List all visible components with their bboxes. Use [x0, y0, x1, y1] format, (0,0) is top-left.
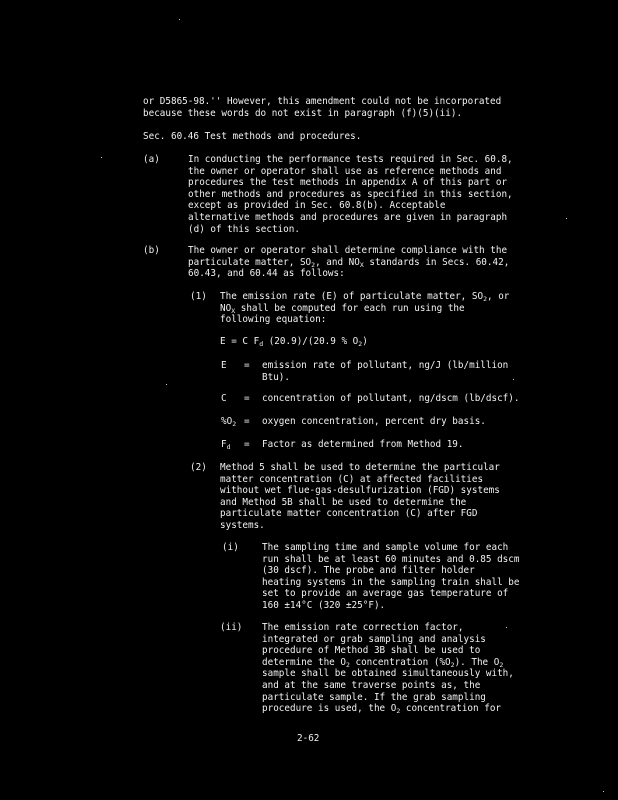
item-ii-line: procedure of Method 3B shall be used to — [262, 645, 481, 657]
item-i-line: set to provide an average gas temperature of — [262, 588, 509, 600]
item-i-line: run shall be at least 60 minutes and 0.85 dscm — [262, 553, 520, 565]
item-ii-line: sample shall be obtained simultaneously with, — [262, 668, 514, 680]
equation — [220, 336, 368, 348]
item-ii-line: integrated or grab sampling and analysis — [262, 633, 486, 645]
def-equals: = — [244, 439, 250, 450]
def-line: Btu). — [262, 371, 290, 383]
intro-text — [143, 96, 501, 119]
def-symbol-o2 — [221, 416, 236, 428]
subscript: X — [231, 306, 236, 315]
text-run: E = C F — [220, 336, 260, 347]
subscript: 2 — [483, 295, 487, 303]
para-b-line-2 — [188, 257, 509, 269]
item-2-line: matter concentration (C) at affected facilities — [220, 473, 484, 485]
subscript: 2 — [396, 707, 401, 716]
text-run: particulate matter, SO — [188, 256, 312, 268]
def-equals: = — [244, 416, 250, 427]
para-a-line: In conducting the performance tests required in Sec. 60.8, — [188, 154, 513, 165]
def-text-e — [262, 360, 508, 383]
item-ii-line — [262, 703, 514, 715]
intro-line-2: because these words do not exist in paragraph (f)(5)(ii). — [143, 107, 463, 119]
scan-speck — [179, 19, 180, 20]
item-1-line-2 — [220, 303, 509, 315]
def-text-o2: oxygen concentration, percent dry basis. — [262, 416, 486, 427]
item-2-line: particulate matter concentration (C) after FGD — [220, 508, 478, 520]
scan-speck — [566, 218, 567, 219]
para-a-line: (d) of this section. — [188, 223, 300, 235]
text-run: (20.9)/(20.9 % O — [263, 336, 359, 347]
item-ii-line: particulate sample. If the grab sampling — [262, 691, 486, 703]
text-run: concentration (%O — [349, 656, 451, 668]
item-1-label: (1) — [190, 291, 207, 302]
text-run: procedure is used, the O — [262, 703, 397, 715]
text-run: ) — [362, 336, 368, 347]
intro-line-1: or D5865-98.'' However, this amendment could not be incorporated — [143, 96, 502, 107]
scan-speck — [101, 157, 102, 158]
scan-speck — [166, 384, 167, 385]
text-run: NO — [220, 302, 232, 314]
item-ii-text — [262, 622, 514, 715]
item-ii-line: and at the same traverse points as, the — [262, 679, 481, 691]
para-a-line: the owner or operator shall use as reference methods and — [188, 165, 502, 177]
section-heading: Sec. 60.46 Test methods and procedures. — [143, 131, 362, 142]
def-text-fd: Factor as determined from Method 19. — [262, 439, 464, 450]
item-2-line: systems. — [220, 519, 265, 531]
item-1-line-3: following equation: — [220, 314, 327, 326]
subscript: X — [359, 260, 364, 269]
subscript: 2 — [450, 660, 455, 669]
item-1-line-1 — [220, 291, 509, 303]
para-a-label: (a) — [143, 154, 160, 165]
def-equals: = — [244, 360, 250, 371]
subscript: 2 — [311, 260, 316, 269]
item-i-line: heating systems in the sampling train shall be — [262, 576, 520, 588]
scan-speck — [506, 627, 507, 628]
para-a-line: except as provided in Sec. 60.8(b). Acceptable — [188, 200, 446, 212]
def-line: emission rate of pollutant, ng/J (lb/million — [262, 360, 509, 371]
subscript: d — [259, 340, 264, 348]
def-text-c: concentration of pollutant, ng/dscm (lb/dscf). — [262, 393, 520, 404]
item-2-text — [220, 462, 500, 532]
item-1-text — [220, 291, 509, 326]
subscript: 2 — [499, 660, 504, 669]
text-run: shall be computed for each run using the — [235, 302, 465, 314]
item-ii-line: The emission rate correction factor, — [262, 622, 464, 633]
scan-speck — [603, 791, 604, 792]
text-run: The emission rate (E) of particulate matter, SO — [220, 291, 484, 302]
page-number: 2-62 — [297, 733, 320, 744]
para-a-line: procedures the test methods in appendix A of this part or — [188, 177, 508, 189]
item-i-line: (30 dscf). The probe and filter holder — [262, 565, 475, 577]
text-run: ). The O — [454, 656, 500, 668]
text-run: concentration for — [400, 703, 502, 715]
para-a-line: alternative methods and procedures are given in paragraph — [188, 211, 508, 223]
para-a-text — [188, 154, 513, 235]
para-b-label: (b) — [143, 245, 160, 256]
text-run: F — [221, 439, 227, 450]
item-ii-line — [262, 657, 514, 669]
item-i-label: (i) — [222, 542, 239, 553]
item-2-line: without wet flue-gas-desulfurization (FGD) systems — [220, 485, 500, 497]
para-b-line-1: The owner or operator shall determine compliance with the — [188, 245, 508, 256]
def-symbol-e: E — [221, 360, 227, 371]
subscript: 2 — [345, 660, 350, 669]
text-run: standards in Secs. 60.42, — [363, 256, 510, 268]
item-ii-label: (ii) — [220, 622, 243, 633]
text-run: , or — [487, 291, 510, 302]
def-symbol-c: C — [221, 393, 227, 404]
item-2-line: Method 5 shall be used to determine the particular — [220, 462, 500, 473]
def-symbol-fd — [221, 439, 231, 451]
subscript: d — [226, 443, 231, 451]
para-b-line-3: 60.43, and 60.44 as follows: — [188, 268, 345, 280]
def-equals: = — [244, 393, 250, 404]
item-2-label: (2) — [190, 462, 207, 473]
scan-speck — [513, 379, 514, 380]
item-i-text — [262, 542, 519, 612]
item-i-line: 160 ±14°C (320 ±25°F). — [262, 599, 386, 611]
text-run: , and NO — [315, 256, 360, 268]
para-a-line: other methods and procedures as specified in this section, — [188, 188, 513, 200]
text-run: %O — [221, 416, 233, 427]
item-2-line: and Method 5B shall be used to determine the — [220, 496, 467, 508]
para-b-text — [188, 245, 509, 280]
subscript: 2 — [232, 420, 237, 428]
item-i-line: The sampling time and sample volume for each — [262, 542, 509, 553]
subscript: 2 — [358, 340, 363, 348]
text-run: determine the O — [262, 656, 346, 668]
